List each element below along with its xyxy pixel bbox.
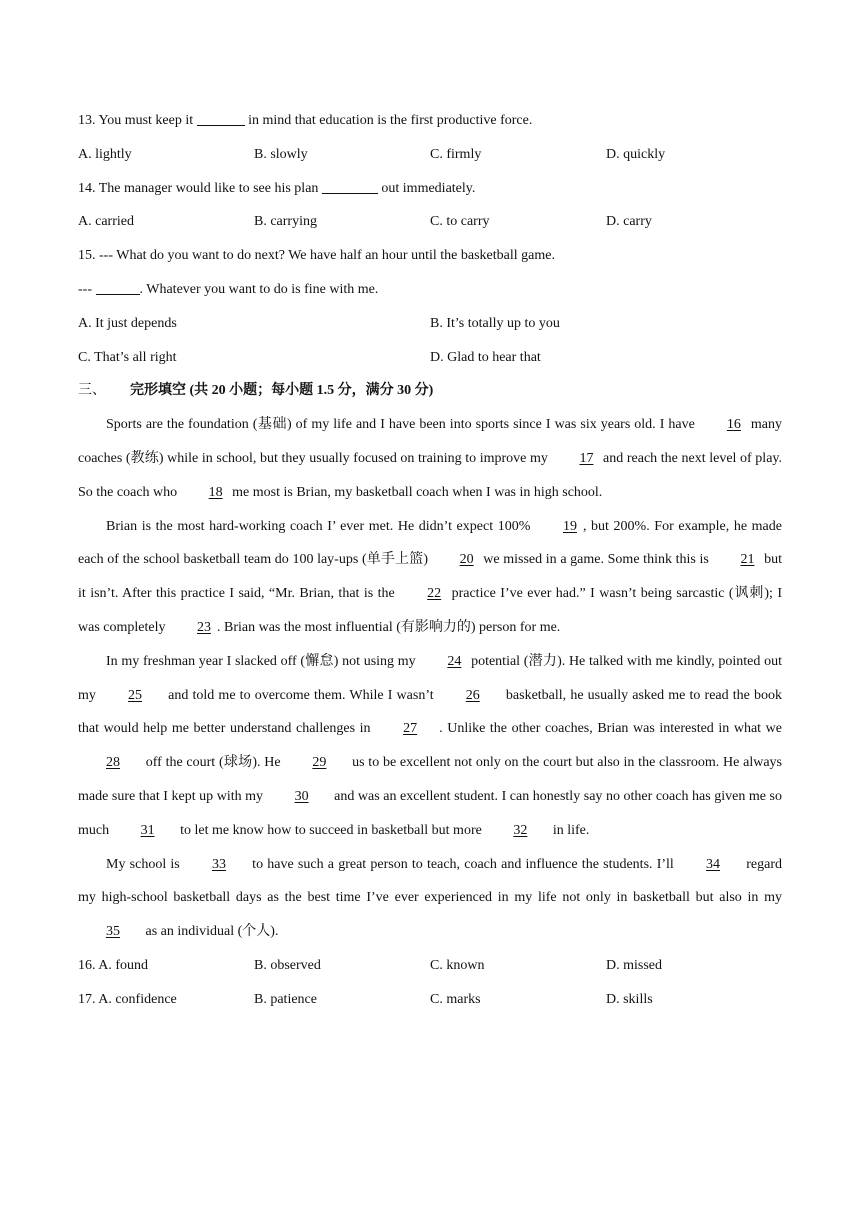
option-d: D. quickly <box>606 146 666 162</box>
option-b: B. carrying <box>254 214 317 230</box>
passage-text: My school is <box>106 856 184 872</box>
section-number: 三、 <box>78 383 106 399</box>
q15-reply-before: --- <box>78 281 96 297</box>
passage-text: as an individual (个人). <box>142 924 279 940</box>
passage-text: but it isn’t. After this practice I said, “Mr. Brian, that is the <box>78 552 783 602</box>
passage-text: practice I’ve ever had.” I wasn’t being sarcastic (讽刺); I was completely <box>78 586 782 635</box>
question-13-stem <box>78 104 782 138</box>
blank-17: 17 <box>579 450 594 466</box>
passage-text: . Brian was the most influential (有影响力的) person for me. <box>216 619 561 635</box>
option-a: A. lightly <box>78 146 132 162</box>
passage-text: off the court (球场). He <box>142 755 285 771</box>
answer-blank <box>96 280 140 295</box>
passage-text: Sports are the foundation (基础) of my life and I have been into sports since I was six years old. I have <box>106 417 699 433</box>
option-d: D. Glad to hear that <box>430 349 541 365</box>
option-c: C. That’s all right <box>78 349 177 365</box>
option-c: C. to carry <box>430 214 490 230</box>
passage-text: us to be excellent not only on the court but also in the classroom. He always made sure that I kept up with my <box>78 755 783 804</box>
section-title: 完形填空 (共 20 小题；每小题 1.5 分，满分 30 分) <box>130 383 434 399</box>
question-15-options-row1 <box>78 307 782 341</box>
passage-text: Brian is the most hard-working coach I’ ever met. He didn’t expect 100% <box>106 518 535 534</box>
answer-blank <box>322 179 378 194</box>
passage-paragraph-4 <box>78 848 782 949</box>
question-17-options <box>78 983 782 1017</box>
passage-paragraph-3 <box>78 645 782 848</box>
blank-28: 28 <box>106 755 120 771</box>
cloze-passage <box>78 408 782 949</box>
blank-35: 35 <box>106 924 120 940</box>
option-c: C. known <box>430 957 485 973</box>
option-a: 17. A. confidence <box>78 991 177 1007</box>
passage-text: to let me know how to succeed in basketball but more <box>176 822 486 838</box>
blank-18: 18 <box>208 484 223 500</box>
document-page <box>78 104 782 1017</box>
blank-23: 23 <box>196 619 211 635</box>
passage-text: basketball, he usually asked me to read the book that would help me better understand challenges in <box>78 687 782 737</box>
option-c: C. marks <box>430 991 481 1007</box>
passage-paragraph-2 <box>78 510 782 645</box>
blank-20: 20 <box>459 552 474 568</box>
question-13-options <box>78 138 782 172</box>
passage-text: In my freshman year I slacked off (懈怠) not using my <box>106 653 420 669</box>
option-a: A. carried <box>78 214 134 230</box>
blank-33: 33 <box>211 856 226 872</box>
passage-text: regard my high-school basketball days as the best time I’ve ever experienced in my life not only in basketball but also in my <box>78 856 782 906</box>
blank-29: 29 <box>312 755 327 771</box>
blank-26: 26 <box>465 687 480 703</box>
passage-paragraph-1 <box>78 408 782 509</box>
passage-text: potential (潜力). He talked with me kindly, pointed out my <box>78 653 782 703</box>
option-d: D. skills <box>606 991 653 1007</box>
option-b: B. slowly <box>254 146 308 162</box>
option-b: B. observed <box>254 957 321 973</box>
passage-text: many coaches (教练) while in school, but they usually focused on training to improve my <box>78 417 782 466</box>
option-a: A. It just depends <box>78 315 177 331</box>
option-a: 16. A. found <box>78 957 148 973</box>
passage-text: we missed in a game. Some think this is <box>479 552 713 568</box>
blank-24: 24 <box>447 653 462 669</box>
question-14-options <box>78 205 782 239</box>
blank-30: 30 <box>294 788 309 804</box>
blank-25: 25 <box>128 687 143 703</box>
option-d: D. carry <box>606 214 652 230</box>
q13-stem-before: 13. You must keep it <box>78 113 197 128</box>
passage-text: , but 200%. For example, he made each of the school basketball team do 100 lay-ups (单手上篮) <box>78 518 782 568</box>
blank-19: 19 <box>562 518 577 534</box>
option-c: C. firmly <box>430 146 482 162</box>
passage-text: and was an excellent student. I can honestly say no other coach has given me so much <box>78 788 782 838</box>
passage-text: in life. <box>549 822 590 838</box>
question-15-stem: 15. --- What do you want to do next? We have half an hour until the basketball game. <box>78 248 555 264</box>
blank-16: 16 <box>726 417 741 433</box>
question-14-stem <box>78 172 782 206</box>
q13-stem-after: in mind that education is the first productive force. <box>244 113 533 128</box>
blank-22: 22 <box>427 586 442 602</box>
blank-31: 31 <box>140 822 155 838</box>
option-b: B. patience <box>254 991 317 1007</box>
option-b: B. It’s totally up to you <box>430 315 560 331</box>
blank-34: 34 <box>706 856 721 872</box>
answer-blank <box>197 111 245 126</box>
passage-text: me most is Brian, my basketball coach when I was in high school. <box>228 484 603 500</box>
passage-text: and told me to overcome them. While I wasn’t <box>164 687 438 703</box>
blank-21: 21 <box>740 552 755 568</box>
section-heading <box>78 374 782 408</box>
question-15-options-row2 <box>78 341 782 375</box>
question-15-reply <box>78 273 782 307</box>
blank-27: 27 <box>403 721 418 737</box>
option-d: D. missed <box>606 957 662 973</box>
blank-32: 32 <box>513 822 528 838</box>
q14-stem-before: 14. The manager would like to see his plan <box>78 180 322 196</box>
passage-text: and reach the next level of play. So the coach who <box>78 450 782 500</box>
question-16-options <box>78 949 782 983</box>
q14-stem-after: out immediately. <box>377 180 476 196</box>
passage-text: to have such a great person to teach, coach and influence the students. I’ll <box>247 856 679 872</box>
passage-text: . Unlike the other coaches, Brian was interested in what we <box>439 721 782 737</box>
q15-reply-after: . Whatever you want to do is fine with me. <box>139 281 379 297</box>
